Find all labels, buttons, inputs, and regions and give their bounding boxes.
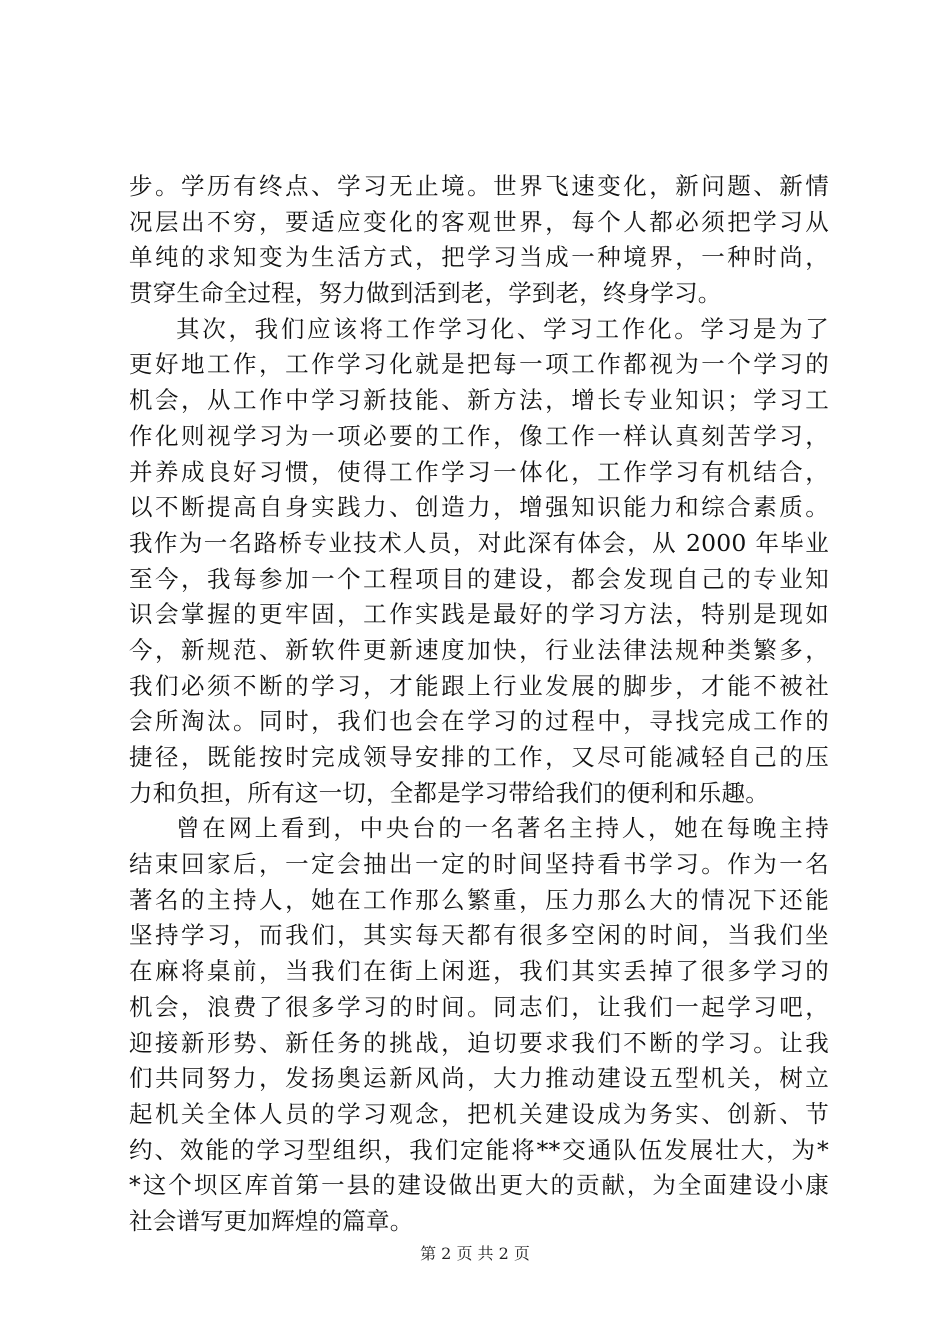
- text-line: 况层出不穷，要适应变化的客观世界，每个人都必须把学习从: [129, 207, 829, 236]
- text-line: 们共同努力，发扬奥运新风尚，大力推动建设五型机关，树立: [129, 1064, 829, 1093]
- text-line: 今，新规范、新软件更新速度加快，行业法律法规种类繁多，: [129, 635, 829, 664]
- text-line: 捷径，既能按时完成领导安排的工作，又尽可能减轻自己的压: [129, 743, 829, 771]
- text-line: 会所淘汰。同时，我们也会在学习的过程中，寻找完成工作的: [129, 707, 829, 736]
- text-line: 贯穿生命全过程，努力做到活到老，学到老，终身学习。: [129, 279, 722, 308]
- text-line: 机会，浪费了很多学习的时间。同志们，让我们一起学习吧，: [129, 992, 829, 1021]
- text-line: 步。学历有终点、学习无止境。世界飞速变化，新问题、新情: [129, 172, 829, 200]
- text-line: 其次，我们应该将工作学习化、学习工作化。学习是为了: [176, 314, 829, 343]
- text-line: 起机关全体人员的学习观念，把机关建设成为务实、创新、节: [129, 1099, 829, 1128]
- text-line: 识会掌握的更牢固，工作实践是最好的学习方法，特别是现如: [129, 600, 829, 629]
- text-line: 以不断提高自身实践力、创造力，增强知识能力和综合素质。: [129, 493, 829, 522]
- text-line: 在麻将桌前，当我们在街上闲逛，我们其实丢掉了很多学习的: [129, 957, 829, 986]
- text-line: 我作为一名路桥专业技术人员，对此深有体会，从 2000 年毕业: [129, 528, 829, 557]
- text-line: 社会谱写更加辉煌的篇章。: [129, 1206, 414, 1235]
- text-line: 单纯的求知变为生活方式，把学习当成一种境界，一种时尚，: [129, 243, 829, 272]
- page-footer: 第 2 页 共 2 页: [420, 1244, 530, 1263]
- text-line: 作化则视学习为一项必要的工作，像工作一样认真刻苦学习，: [129, 421, 829, 450]
- text-line: 结束回家后，一定会抽出一定的时间坚持看书学习。作为一名: [129, 850, 829, 879]
- text-line: 更好地工作，工作学习化就是把每一项工作都视为一个学习的: [129, 350, 829, 379]
- text-line: 约、效能的学习型组织，我们定能将**交通队伍发展壮大，为*: [129, 1135, 829, 1164]
- text-line: *这个坝区库首第一县的建设做出更大的贡献，为全面建设小康: [129, 1171, 829, 1200]
- text-line: 机会，从工作中学习新技能、新方法，增长专业知识；学习工: [129, 386, 829, 415]
- text-line: 力和负担，所有这一切，全都是学习带给我们的便利和乐趣。: [129, 778, 769, 807]
- text-line: 著名的主持人，她在工作那么繁重，压力那么大的情况下还能: [129, 885, 829, 914]
- text-line: 并养成良好习惯，使得工作学习一体化，工作学习有机结合，: [129, 457, 829, 486]
- text-line: 我们必须不断的学习，才能跟上行业发展的脚步，才能不被社: [129, 671, 829, 700]
- text-line: 至今，我每参加一个工程项目的建设，都会发现自己的专业知: [129, 564, 829, 593]
- text-line: 迎接新形势、新任务的挑战，迫切要求我们不断的学习。让我: [129, 1028, 829, 1057]
- text-line: 坚持学习，而我们，其实每天都有很多空闲的时间，当我们坐: [129, 921, 829, 950]
- body-text: [129, 169, 829, 1240]
- text-line: 曾在网上看到，中央台的一名著名主持人，她在每晚主持: [176, 814, 829, 843]
